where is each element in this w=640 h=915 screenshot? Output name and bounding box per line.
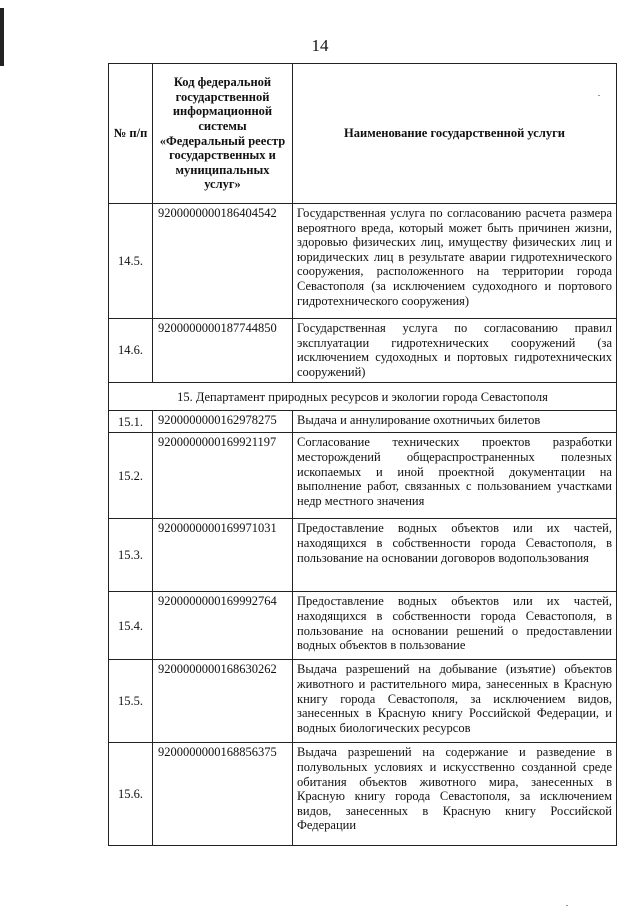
row-code: 9200000000162978275 bbox=[153, 411, 293, 433]
section-title: 15. Департамент природных ресурсов и экологии города Севастополя bbox=[109, 383, 617, 411]
row-service-name: Государственная услуга по согласованию правил эксплуатации гидротехнических сооружений (за исключением судоходных и портовых гидротехнических сооружений) bbox=[293, 319, 617, 383]
row-service-name: Предоставление водных объектов или их частей, находящихся в собственности города Севастополя, в пользование на основании решений о предоставлении водных объектов в пользование bbox=[293, 592, 617, 660]
row-code: 9200000000186404542 bbox=[153, 204, 293, 319]
table-header-row bbox=[109, 64, 617, 204]
row-number: 15.6. bbox=[109, 743, 153, 846]
table-row bbox=[109, 519, 617, 592]
table-row bbox=[109, 204, 617, 319]
table-row bbox=[109, 411, 617, 433]
header-number: № п/п bbox=[109, 64, 153, 204]
scan-speck bbox=[598, 95, 600, 96]
row-code: 9200000000187744850 bbox=[153, 319, 293, 383]
row-code: 9200000000169992764 bbox=[153, 592, 293, 660]
scan-speck bbox=[566, 905, 568, 906]
row-service-name: Выдача разрешений на добывание (изъятие) объектов животного и растительного мира, занесенных в Красную книгу города Севастополя, за исключением видов, занесенных в Красную книгу Российской Федерации, и водных биологических ресурсов bbox=[293, 660, 617, 743]
services-table bbox=[108, 63, 617, 846]
section-header-row bbox=[109, 383, 617, 411]
row-code: 9200000000169971031 bbox=[153, 519, 293, 592]
table-row bbox=[109, 743, 617, 846]
row-number: 15.3. bbox=[109, 519, 153, 592]
row-code: 9200000000168856375 bbox=[153, 743, 293, 846]
table-row bbox=[109, 660, 617, 743]
header-name: Наименование государственной услуги bbox=[293, 64, 617, 204]
row-number: 15.1. bbox=[109, 411, 153, 433]
row-service-name: Государственная услуга по согласованию расчета размера вероятного вреда, который может быть причинен жизни, здоровью физических лиц, имуществу физических лиц и юридических лиц в результате аварии гидротехнического сооружения, расположенного на территории города Севастополя (за исключением судоходного и портового гидротехнического сооружения) bbox=[293, 204, 617, 319]
row-service-name: Согласование технических проектов разработки месторождений общераспространенных полезных ископаемых и иной проектной документации на выполнение работ, связанных с пользованием участками недр местного значения bbox=[293, 433, 617, 519]
page-number: 14 bbox=[311, 36, 329, 55]
row-number: 14.6. bbox=[109, 319, 153, 383]
row-number: 15.2. bbox=[109, 433, 153, 519]
row-number: 15.5. bbox=[109, 660, 153, 743]
table-row bbox=[109, 319, 617, 383]
row-code: 9200000000168630262 bbox=[153, 660, 293, 743]
row-code: 9200000000169921197 bbox=[153, 433, 293, 519]
row-service-name: Выдача разрешений на содержание и разведение в полувольных условиях и искусственно созданной среде обитания объектов животного мира, занесенных в Красную книгу города Севастополя, за исключением видов, занесенных в Красную книгу Российской Федерации bbox=[293, 743, 617, 846]
row-service-name: Выдача и аннулирование охотничьих билетов bbox=[293, 411, 617, 433]
table-row bbox=[109, 592, 617, 660]
table-row bbox=[109, 433, 617, 519]
row-service-name: Предоставление водных объектов или их частей, находящихся в собственности города Севастополя, в пользование на основании договоров водопользования bbox=[293, 519, 617, 592]
header-code: Код федеральной государственной информационной системы «Федеральный реестр государственных и муниципальных услуг» bbox=[153, 64, 293, 204]
row-number: 14.5. bbox=[109, 204, 153, 319]
row-number: 15.4. bbox=[109, 592, 153, 660]
